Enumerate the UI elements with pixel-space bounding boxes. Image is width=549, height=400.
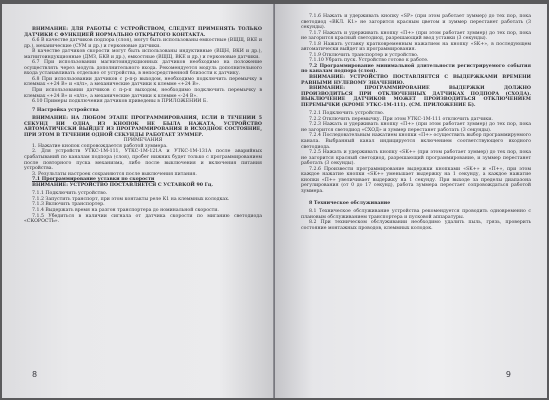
step-7-1-9: 7.1.9 Отключить транспортер и устройство. xyxy=(309,52,419,58)
paragraph-speed-sensors: В качестве датчиков скорости могут быть использованы индуктивные (ВЩН, ВКИ и др.), магнитоиндукционные (ДМЗ, БКВ и др.), емкостные (ВЩЩ, ВКЕ и др.) и герконовые датчики. xyxy=(24,49,262,60)
warning-disable-sensors: ВНИМАНИЕ: ПРОГРАММИРОВАНИЕ ВЫДЕРЖКИ ДОЛЖНО ПРОИЗВОДИТЬСЯ ПРИ ОТКЛЮЧЕННЫХ ДАТЧИКАХ ПОДПОРА (СХОДА). ВЫКЛЮЧЕНИЕ ДАТЧИКОВ МОЖЕТ ПРОИЗВОДИТЬСЯ ОТКЛЮЧЕНИЕМ ПЕРЕМЫЧКИ (КРОМЕ УТКС-1М-111). (СМ. ПРИЛОЖЕНИЕ Б). xyxy=(301,86,531,108)
document-spread xyxy=(2,4,547,398)
step-7-1-6: 7.1.6 Нажать и удерживать кнопку «SP» (при этом работает зуммер) до тех пор, пока светодиод «ВКЛ. К1» не загорится красным цветом и зуммер перестанет работать (3 секунды). xyxy=(301,14,531,31)
right-page xyxy=(275,4,547,398)
warning-default-setpoint: ВНИМАНИЕ: УСТРОЙСТВО ПОСТАВЛЯЕТСЯ С УСТАВКОЙ 90 Гц. xyxy=(32,182,213,188)
step-7-1-8: 7.1.8 Нажать уставку кратковременным нажатием на кнопку «SK+», в последующем автоматически выйдет из программирования. xyxy=(301,41,531,53)
step-7-2-3: 7.2.3 Нажать и удерживать кнопку «П+» (при этом работает зуммер) до тех пор, пока не загорится светодиод «СХОД» и зуммер перестанет работать (3 секунды). xyxy=(301,122,531,133)
step-7-1-5: 7.1.5 Убедиться в наличии сигнала от датчика скорости по миганию светодиода «СКОРОСТЬ». xyxy=(24,213,262,225)
step-7-1-2: 7.1.2 Запустить транспорт, при этом контакты реле К1 на клеммных колодках. xyxy=(32,196,230,202)
paragraph-6-10: 6.10 Примеры подключения датчиков приведены в ПРИЛОЖЕНИИ Б. xyxy=(32,99,208,105)
note-1: 1. Нажатие кнопок сопровождается работой зуммера. xyxy=(32,143,168,149)
step-7-1-1: 7.1.1 Подключить устройство. xyxy=(32,191,108,197)
section-heading-8: 8 Техническое обслуживание xyxy=(309,200,391,206)
paragraph-6-6: 6.6 В качестве датчиков подпора (слоя), могут быть использованы емкостные (ВЩЩ, ВКЕ и др.), механические (СУМ и др.) и герконовые датчики. xyxy=(24,38,262,49)
step-7-1-10: 7.1.10 Убрать пуск. Устройство готово к работе. xyxy=(309,58,429,64)
step-7-1-7: 7.1.7 Нажать и удерживать кнопку «П+» (при этом работает зуммер) до тех пор, пока не загорится красный светодиод, разрешающий ввод уставки (3 секунды). xyxy=(301,30,531,42)
paragraph-6-7: 6.7 При использовании магнитоиндукционных датчиков необходимо на положение осуществлять через модуль дополнительного входа. Рекомендуется модуль дополнительного входа устанавливать отдельно от устройства, в непосредственной близости к датчику. xyxy=(24,60,262,77)
section-heading-7-2: 7.2 Программирование минимальной длительности регистрируемого события по каналам подпора (слоя). xyxy=(301,63,531,75)
page-number-left: 8 xyxy=(32,370,38,380)
step-7-2-2: 7.2.2 Отключить перемычку. При этом УТКС-1М-111 отключить датчики. xyxy=(309,116,493,122)
notes-heading: ПРИМЕЧАНИЯ xyxy=(123,138,163,144)
step-7-2-1: 7.2.1 Подключить устройство. xyxy=(309,111,385,117)
note-2: 2. Для устройств УТКС-1М-111, УТКС-1М-121А и УТКС-1М-131А после аварийных срабатываний по каналам подпора (слоя), пробег нижних будет только с программированием после повторного пуска механизма, либо после выключения и включения питания устройства. xyxy=(24,149,262,172)
note-3: 3. Результаты настроек сохраняются после выключения питания. xyxy=(32,171,197,177)
section-heading-7-1: 7.1 Программирование уставки по скорости xyxy=(32,177,155,183)
step-7-1-3: 7.1.3 Включить транспортер. xyxy=(32,202,105,208)
step-7-2-4: 7.2.4 Последовательным нажатием кнопки «П+» осуществить выбор программируемого канала. Выбранный канал индицируется включением соответствующего входного светодиода. xyxy=(301,133,531,150)
page-number-right: 9 xyxy=(505,370,511,380)
section-heading-7: 7 Настройка устройства xyxy=(32,107,99,113)
paragraph-8-1: 8.1 Техническое обслуживание устройства рекомендуется проводить одновременно с плановым обслуживанием транспортера и пусковой аппаратуры. xyxy=(301,209,531,220)
warning-sensor-type: ВНИМАНИЕ: ДЛЯ РАБОТЫ С УСТРОЙСТВОМ, СЛЕДУЕТ ПРИМЕНЯТЬ ТОЛЬКО ДАТЧИКИ С ФУНКЦИЕЙ НОРМАЛЬНО ОТКРЫТОГО КОНТАКТА. xyxy=(24,27,262,38)
left-page xyxy=(2,4,274,398)
step-7-2-5: 7.2.5 Нажать и удерживать кнопку «SK+» (при этом работает зуммер) до тех пор, пока не загорится красный светодиод, разрешающий программирование, и зуммер перестанет работать (3 секунды). xyxy=(301,150,531,167)
warning-programming-timeout: ВНИМАНИЕ: НА ЛЮБОМ ЭТАПЕ ПРОГРАММИРОВАНИЯ, ЕСЛИ В ТЕЧЕНИИ 5 СЕКУНД НИ ОДНА ИЗ КНОПОК НЕ БЫЛА НАЖАТА, УСТРОЙСТВО АВТОМАТИЧЕСКИ ВЫЙДЕТ ИЗ ПРОГРАММИРОВАНИЯ В ИСХОДНОЕ СОСТОЯНИЕ, ПРИ ЭТОМ В ТЕЧЕНИИ ОДНОЙ СЕКУНДЫ РАБОТАЕТ ЗУММЕР. xyxy=(24,116,262,138)
warning-zero-delays: ВНИМАНИЕ: УСТРОЙСТВО ПОСТАВЛЯЕТСЯ С ВЫДЕРЖКАМИ ВРЕМЕНИ РАВНЫМИ НУЛЕВОМУ ЗНАЧЕНИЮ. xyxy=(301,75,531,86)
step-7-2-6: 7.2.6 Произвести программирование выдержки кнопками «SK+» и «П+», при этом каждое нажатие кнопки «SK+» уменьшает выдержку на 1 секунду, а каждое нажатие кнопки «П+» увеличивает выдержку на 1 секунду. При выходе за пределы диапазона регулирования (от 0 до 17 секунд), работа зуммера перестает сопровождаться работой зуммера. xyxy=(301,166,531,194)
paragraph-npn: При использовании датчиков с п-р-п выходом, необходимо подключить перемычку в клеммах «+24 В» и «п/п», а механические датчики к клемме «-24 В». xyxy=(24,88,262,99)
step-7-1-4: 7.1.4 Выдержать время на разгон транспортера до номинальной скорости. xyxy=(32,207,219,213)
paragraph-6-8: 6.8 При использовании датчиков с р-п-р выходом, необходимо подключить перемычку в клеммах «+24 В» и «п/п», а механические датчики к клемме «+24 В». xyxy=(24,76,262,88)
paragraph-8-2: 8.2 При техническом обслуживании необходимо удалить пыль, грязь, проверить состояние монтажных проводов, клеммных колодок. xyxy=(301,220,531,231)
